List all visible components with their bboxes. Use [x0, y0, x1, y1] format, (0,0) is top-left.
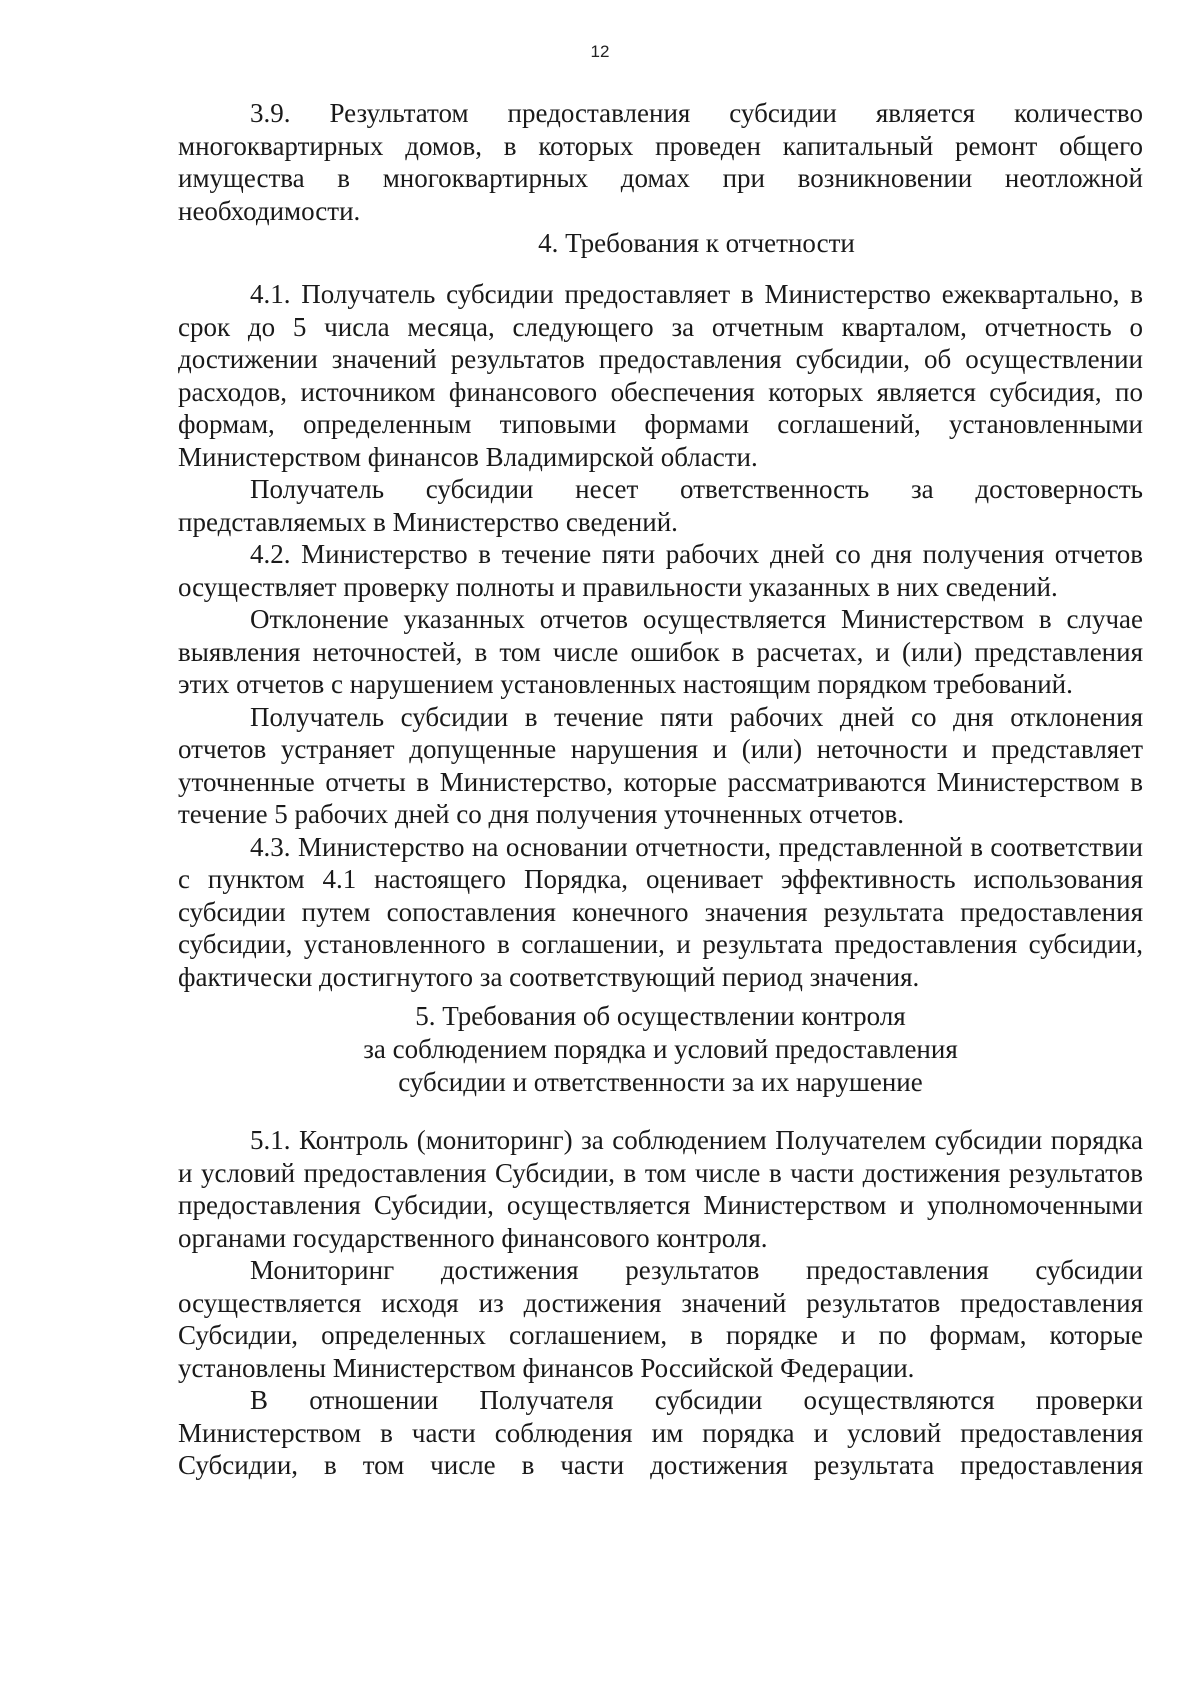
paragraph-4-2-correction: Получатель субсидии в течение пяти рабочих дней со дня отклонения отчетов устраняет допущенные нарушения и (или) неточности и представляет уточненные отчеты в Министерство, которые рассматриваются Министерством в течение 5 рабочих дней со дня получения уточненных отчетов. — [178, 701, 1143, 829]
section-5-heading-block — [178, 1000, 1143, 1099]
page-number: 12 — [590, 42, 610, 61]
section-5-heading-line-1: 5. Требования об осуществлении контроля — [415, 1001, 906, 1031]
section-3-9-block — [178, 97, 1143, 260]
section-5-heading-line-3: субсидии и ответственности за их нарушение — [398, 1067, 923, 1097]
paragraph-4-1-responsibility: Получатель субсидии несет ответственность за достоверность представляемых в Министерство сведений. — [178, 474, 1143, 537]
paragraph-5-1: 5.1. Контроль (мониторинг) за соблюдением Получателем субсидии порядка и условий предоставления Субсидии, в том числе в части достижения результатов предоставления Субсидии, осуществляется Министерством и уполномоченными органами государственного финансового контроля. — [178, 1125, 1143, 1253]
section-5-heading-line-2: за соблюдением порядка и условий предоставления — [363, 1034, 958, 1064]
section-5-block — [178, 1124, 1143, 1482]
paragraph-4-1: 4.1. Получатель субсидии предоставляет в Министерство ежеквартально, в срок до 5 числа месяца, следующего за отчетным кварталом, отчетность о достижении значений результатов предоставления субсидии, об осуществлении расходов, источником финансового обеспечения которых является субсидия, по формам, определенным типовыми формами соглашений, установленными Министерством финансов Владимирской области. — [178, 279, 1143, 472]
section-5-heading — [178, 1000, 1143, 1099]
section-4-block — [178, 278, 1143, 993]
section-4-heading: 4. Требования к отчетности — [538, 228, 855, 258]
paragraph-3-9: 3.9. Результатом предоставления субсидии является количество многоквартирных домов, в которых проведен капитальный ремонт общего имущества в многоквартирных домах при возникновении неотложной необходимости. — [178, 98, 1143, 226]
paragraph-4-3: 4.3. Министерство на основании отчетности, представленной в соответствии с пунктом 4.1 настоящего Порядка, оценивает эффективность использования субсидии путем сопоставления конечного значения результата предоставления субсидии, установленного в соглашении, и результата предоставления субсидии, фактически достигнутого за соответствующий период значения. — [178, 831, 1143, 992]
paragraph-5-1-inspections: В отношении Получателя субсидии осуществляются проверки Министерством в части соблюдения им порядка и условий предоставления Субсидии, в том числе в части достижения результата предоставления — [178, 1385, 1143, 1480]
paragraph-4-2-rejection: Отклонение указанных отчетов осуществляется Министерством в случае выявления неточностей, в том числе ошибок в расчетах, и (или) представления этих отчетов с нарушением установленных настоящим порядком требований. — [178, 604, 1143, 699]
paragraph-4-2: 4.2. Министерство в течение пяти рабочих дней со дня получения отчетов осуществляет проверку полноты и правильности указанных в них сведений. — [178, 539, 1143, 602]
paragraph-5-1-monitoring: Мониторинг достижения результатов предоставления субсидии осуществляется исходя из достижения значений результатов предоставления Субсидии, определенных соглашением, в порядке и по формам, которые установлены Министерством финансов Российской Федерации. — [178, 1255, 1143, 1383]
